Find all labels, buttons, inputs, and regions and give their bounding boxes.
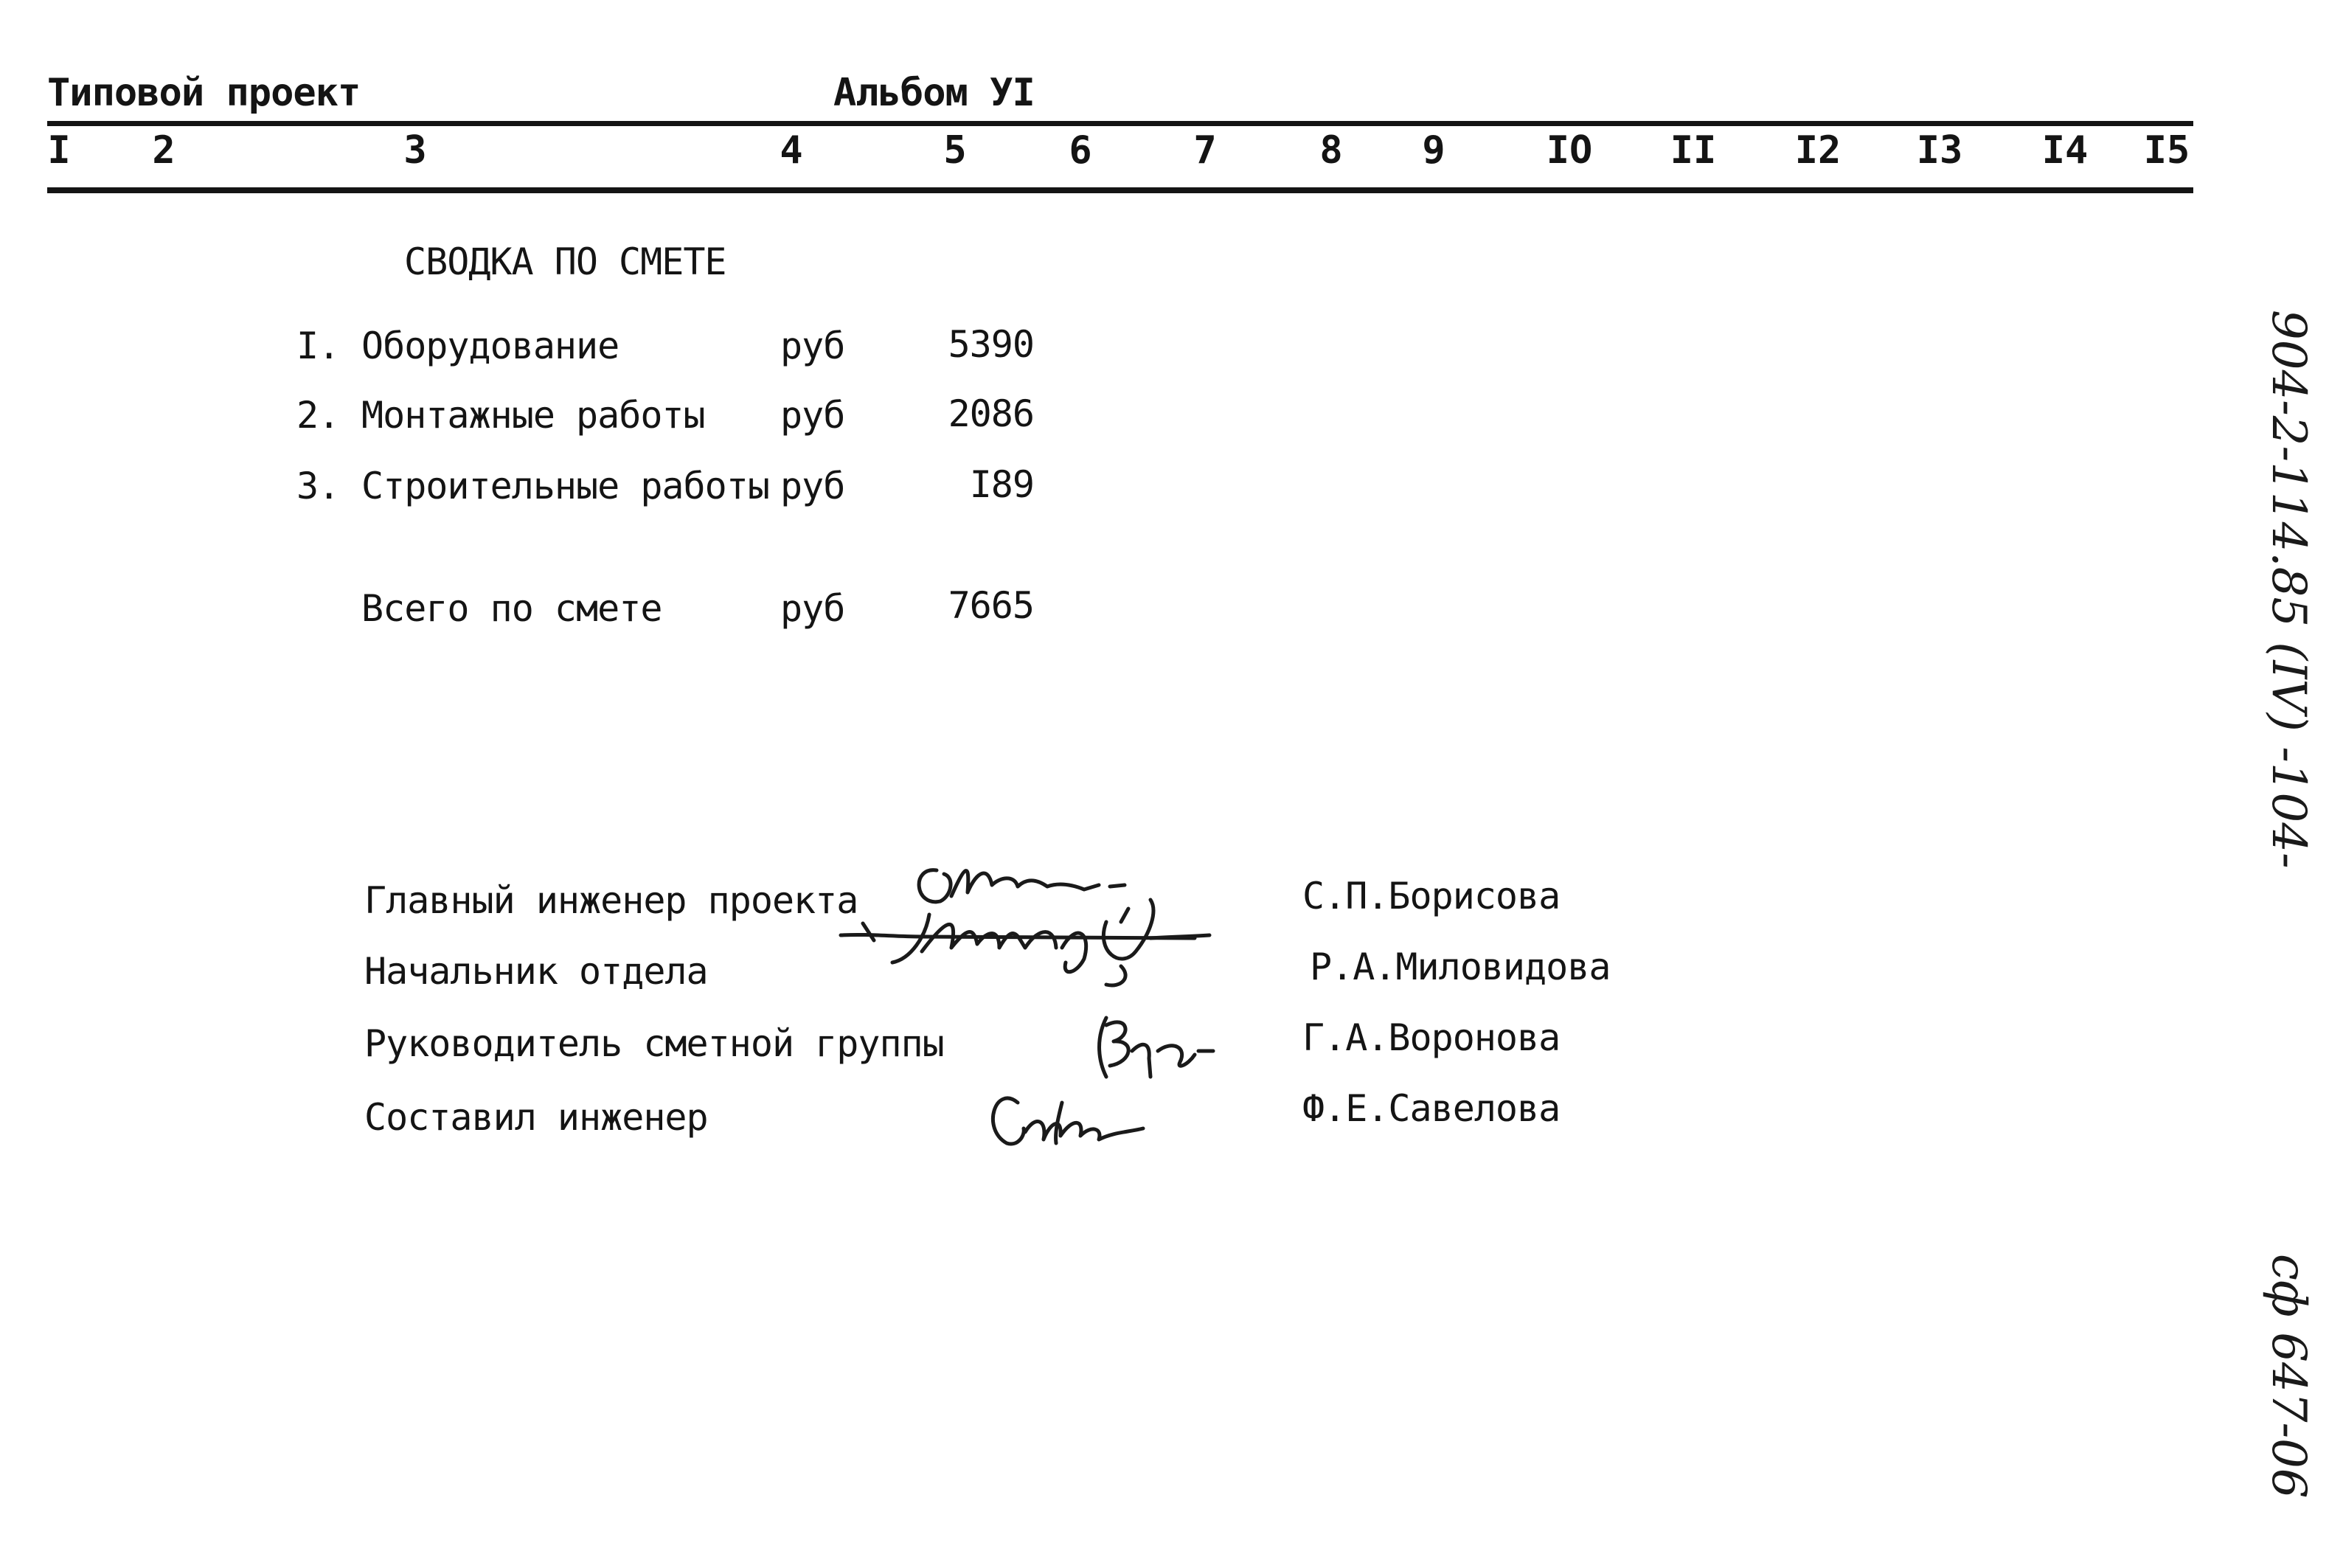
item-value: I89 [969, 463, 1034, 506]
album-label: Альбом УI [833, 71, 1035, 115]
column-number: I3 [1916, 128, 1963, 173]
column-number: 6 [1069, 128, 1092, 173]
column-number: I [47, 128, 71, 173]
column-number: I5 [2143, 128, 2190, 173]
item-value: 2086 [948, 392, 1034, 435]
total-value: 7665 [948, 584, 1034, 627]
item-number: 2. [296, 394, 340, 437]
column-number: 9 [1422, 128, 1445, 173]
item-value: 5390 [948, 323, 1034, 366]
item-name: Оборудование [361, 325, 619, 367]
item-number: 3. [296, 465, 340, 507]
header-bottom-rule [47, 187, 2193, 193]
column-number: IO [1546, 128, 1593, 173]
signatory-role: Главный инженер проекта [364, 879, 858, 922]
column-number: I2 [1794, 128, 1842, 173]
item-number: I. [296, 325, 340, 367]
signatory-name: Ф.Е.Савелова [1302, 1087, 1561, 1130]
signatory-name: Р.А.Миловидова [1310, 946, 1611, 988]
total-unit: руб [780, 587, 845, 630]
project-label: Типовой проект [47, 71, 361, 115]
sheet-code-stamp: сф 647-06 [2261, 1254, 2316, 1499]
project-code-stamp: 904-2-114.85 (IV) -104- [2261, 310, 2316, 869]
column-number: 2 [152, 128, 176, 173]
handwritten-signatures [841, 841, 1313, 1180]
signatory-name: Г.А.Воронова [1302, 1016, 1561, 1059]
column-number: 5 [943, 128, 967, 173]
signatory-role: Начальник отдела [364, 950, 708, 993]
item-unit: руб [780, 325, 845, 367]
column-number: II [1670, 128, 1717, 173]
signatory-role: Составил инженер [364, 1096, 708, 1139]
item-unit: руб [780, 394, 845, 437]
signatory-name: С.П.Борисова [1302, 875, 1561, 917]
total-label: Всего по смете [361, 587, 662, 630]
summary-title: СВОДКА ПО СМЕТЕ [404, 240, 726, 283]
column-number: 3 [403, 128, 427, 173]
item-name: Монтажные работы [361, 394, 705, 437]
signatory-role: Руководитель сметной группы [364, 1022, 944, 1065]
item-name: Строительные работы [361, 465, 769, 507]
item-unit: руб [780, 465, 845, 507]
column-number: 8 [1319, 128, 1343, 173]
column-number: 7 [1193, 128, 1217, 173]
header-top-rule [47, 121, 2193, 126]
column-number: I4 [2041, 128, 2089, 173]
column-number: 4 [780, 128, 803, 173]
